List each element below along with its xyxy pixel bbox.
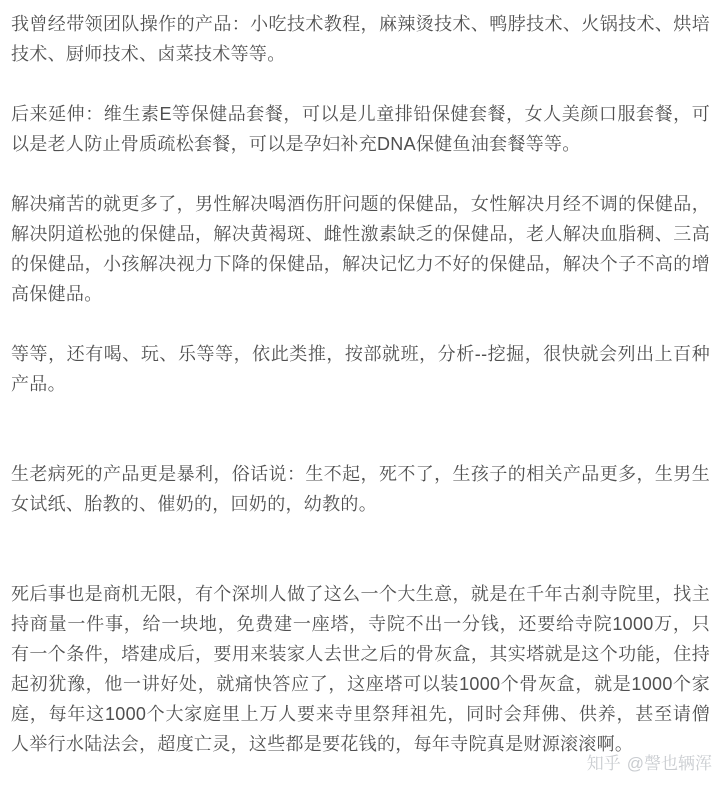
paragraph-pain-solutions: 解决痛苦的就更多了，男性解决喝酒伤肝问题的保健品，女性解决月经不调的保健品，解决阴道松弛的保健品，解决黄褐斑、雌性激素缺乏的保健品，老人解决血脂稠、三高的保健品，小孩解决视力下降的保健品，解决记忆力不好的保健品，解决个子不高的增高保健品。: [11, 194, 710, 304]
paragraph-analysis: 等等，还有喝、玩、乐等等，依此类推，按部就班，分析--挖掘，很快就会列出上百种产品。: [11, 344, 710, 394]
paragraph-health-packages: 后来延伸：维生素E等保健品套餐，可以是儿童排铅保健套餐，女人美颜口服套餐，可以是老人防止骨质疏松套餐，可以是孕妇补充DNA保健鱼油套餐等等。: [11, 104, 710, 154]
paragraph-temple-business: 死后事也是商机无限，有个深圳人做了这么一个大生意，就是在千年古刹寺院里，找主持商量一件事，给一块地，免费建一座塔，寺院不出一分钱，还要给寺院1000万，只有一个条件，塔建成后，要用来装家人去世之后的骨灰盒，其实塔就是这个功能，住持起初犹豫，他一讲好处，就痛快答应了，这座塔可以装1000个骨灰盒，就是1000个家庭，每年这1000个大家庭里上万人要来寺里祭拜祖先，同时会拜佛、供养，甚至请僧人举行水陆法会，超度亡灵，这些都是要花钱的，每年寺院真是财源滚滚啊。: [11, 584, 710, 754]
paragraph-life-death-products: 生老病死的产品更是暴利，俗话说：生不起，死不了，生孩子的相关产品更多，生男生女试纸、胎教的、催奶的，回奶的，幼教的。: [11, 464, 710, 514]
watermark-site-label: 知乎: [586, 754, 621, 773]
watermark-user-handle: @謦也辆浑: [626, 754, 712, 773]
paragraph-products: 我曾经带领团队操作的产品：小吃技术教程，麻辣烫技术、鸭脖技术、火锅技术、烘培技术、厨师技术、卤菜技术等等。: [11, 14, 710, 64]
zhihu-watermark: [587, 752, 712, 776]
